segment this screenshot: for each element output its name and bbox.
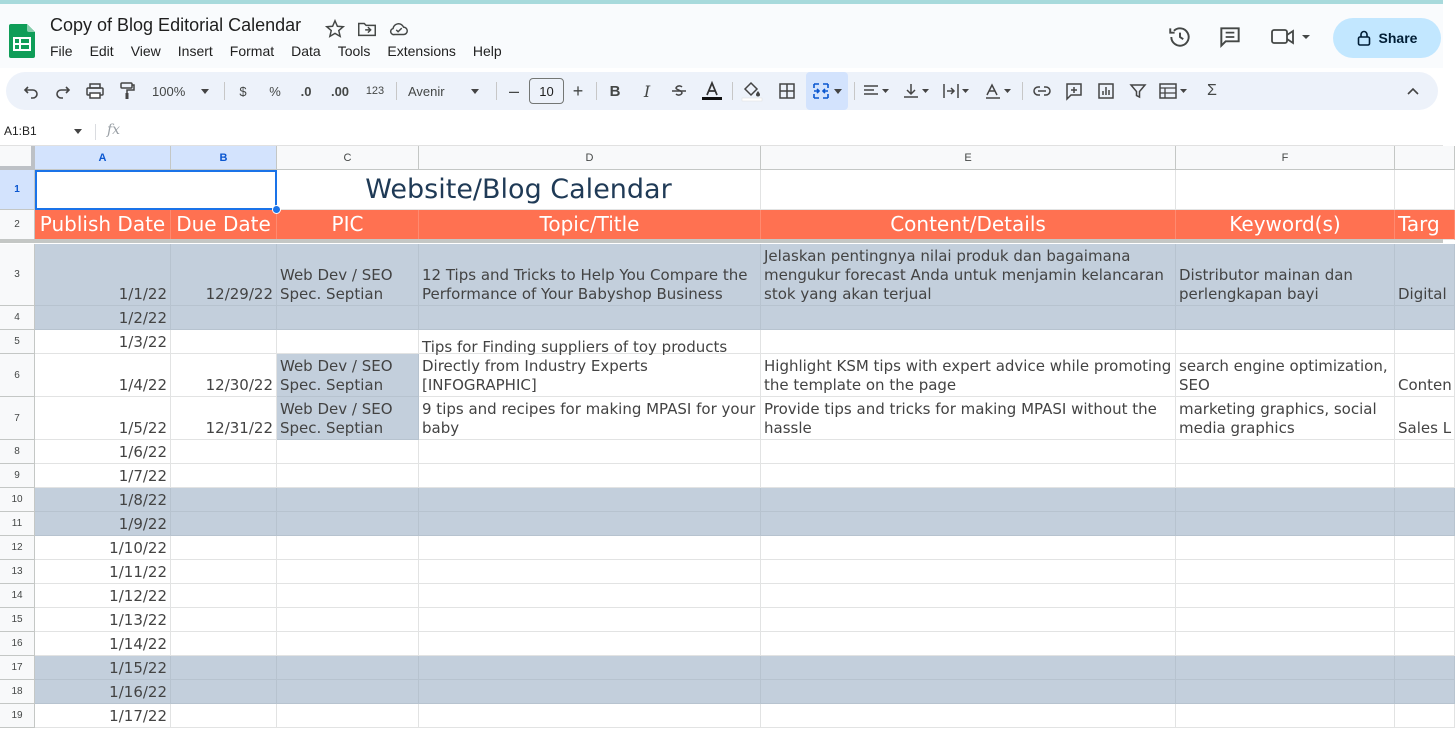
text-wrapping-icon[interactable] <box>940 72 974 110</box>
version-history-icon[interactable] <box>1167 24 1193 50</box>
row-header-15[interactable]: 15 <box>0 608 35 632</box>
strikethrough-icon[interactable] <box>668 72 690 110</box>
sheet-title-cell[interactable]: Website/Blog Calendar <box>277 170 761 210</box>
data-cell-e8[interactable] <box>761 440 1176 464</box>
data-cell-e10[interactable] <box>761 488 1176 512</box>
filter-views-icon[interactable] <box>1156 72 1192 110</box>
increase-decimal-button[interactable]: .00 <box>330 83 350 99</box>
data-cell-d14[interactable] <box>419 584 761 608</box>
move-folder-icon[interactable] <box>356 18 378 40</box>
data-cell-d9[interactable] <box>419 464 761 488</box>
row-header-9[interactable]: 9 <box>0 464 35 488</box>
data-cell-g18[interactable] <box>1395 680 1455 704</box>
data-cell-e16[interactable] <box>761 632 1176 656</box>
cell-row1[interactable] <box>1395 170 1455 210</box>
data-cell-e6[interactable]: Highlight KSM tips with expert advice while promoting the template on the page <box>761 354 1176 397</box>
data-cell-a14[interactable]: 1/12/22 <box>35 584 171 608</box>
insert-comment-icon[interactable] <box>1062 72 1086 110</box>
menu-bar <box>50 43 519 59</box>
zoom-value: 100% <box>152 83 186 99</box>
vertical-align-icon[interactable] <box>900 72 934 110</box>
paint-format-icon[interactable] <box>116 72 138 110</box>
sheets-logo-icon[interactable] <box>9 24 35 58</box>
data-cell-c8[interactable] <box>277 440 419 464</box>
row-header-8[interactable]: 8 <box>0 440 35 464</box>
data-cell-c6[interactable]: Web Dev / SEO Spec. Septian <box>277 354 419 397</box>
font-size-input[interactable]: 10 <box>529 78 564 104</box>
selection-fill-handle[interactable] <box>272 205 281 214</box>
data-cell-d17[interactable] <box>419 656 761 680</box>
data-cell-a16[interactable]: 1/14/22 <box>35 632 171 656</box>
title-bar <box>0 4 1443 68</box>
data-cell-c11[interactable] <box>277 512 419 536</box>
redo-icon[interactable] <box>52 72 74 110</box>
data-cell-b6[interactable]: 12/30/22 <box>171 354 277 397</box>
row-header-13[interactable]: 13 <box>0 560 35 584</box>
data-cell-g12[interactable] <box>1395 536 1455 560</box>
data-cell-g11[interactable] <box>1395 512 1455 536</box>
menu-view[interactable]: View <box>130 43 161 59</box>
data-cell-g9[interactable] <box>1395 464 1455 488</box>
font-value: Avenir <box>408 83 445 99</box>
data-cell-c17[interactable] <box>277 656 419 680</box>
fill-color-icon[interactable] <box>740 72 764 110</box>
data-cell-e18[interactable] <box>761 680 1176 704</box>
data-cell-g13[interactable] <box>1395 560 1455 584</box>
data-cell-d12[interactable] <box>419 536 761 560</box>
percent-button[interactable]: % <box>269 83 281 99</box>
column-header-d[interactable]: D <box>419 146 761 170</box>
data-cell-c4[interactable] <box>277 306 419 330</box>
data-cell-a7[interactable]: 1/5/22 <box>35 397 171 440</box>
data-cell-e14[interactable] <box>761 584 1176 608</box>
row-header-11[interactable]: 11 <box>0 512 35 536</box>
row-header-17[interactable]: 17 <box>0 656 35 680</box>
chevron-down-icon <box>201 89 209 94</box>
row-header-5[interactable]: 5 <box>0 330 35 354</box>
data-cell-f5[interactable] <box>1176 330 1395 354</box>
data-cell-d13[interactable] <box>419 560 761 584</box>
data-cell-g6[interactable]: Conten <box>1395 354 1455 397</box>
data-cell-g3[interactable]: Digital <box>1395 244 1455 306</box>
horizontal-align-icon[interactable] <box>860 72 894 110</box>
data-cell-b3[interactable]: 12/29/22 <box>171 244 277 306</box>
text-rotation-icon[interactable] <box>982 72 1016 110</box>
data-cell-f9[interactable] <box>1176 464 1395 488</box>
borders-icon[interactable] <box>776 72 798 110</box>
data-cell-d16[interactable] <box>419 632 761 656</box>
data-cell-e5[interactable] <box>761 330 1176 354</box>
data-cell-b13[interactable] <box>171 560 277 584</box>
data-cell-f4[interactable] <box>1176 306 1395 330</box>
data-cell-a11[interactable]: 1/9/22 <box>35 512 171 536</box>
data-cell-a8[interactable]: 1/6/22 <box>35 440 171 464</box>
data-cell-d4[interactable] <box>419 306 761 330</box>
collapse-toolbar-icon[interactable] <box>1402 72 1424 110</box>
header-cell-a[interactable]: Publish Date <box>35 210 171 240</box>
header-cell-f[interactable]: Keyword(s) <box>1176 210 1395 240</box>
data-cell-e9[interactable] <box>761 464 1176 488</box>
select-all-corner[interactable] <box>0 146 35 170</box>
row-header-18[interactable]: 18 <box>0 680 35 704</box>
data-cell-b18[interactable] <box>171 680 277 704</box>
data-cell-e17[interactable] <box>761 656 1176 680</box>
insert-chart-icon[interactable] <box>1094 72 1118 110</box>
data-cell-a3[interactable]: 1/1/22 <box>35 244 171 306</box>
data-cell-g8[interactable] <box>1395 440 1455 464</box>
data-cell-f11[interactable] <box>1176 512 1395 536</box>
data-cell-d10[interactable] <box>419 488 761 512</box>
menu-tools[interactable]: Tools <box>337 43 371 59</box>
menu-help[interactable]: Help <box>472 43 502 59</box>
filter-icon[interactable] <box>1126 72 1150 110</box>
data-cell-a6[interactable]: 1/4/22 <box>35 354 171 397</box>
row-header-14[interactable]: 14 <box>0 584 35 608</box>
font-select[interactable] <box>404 72 488 110</box>
data-cell-b11[interactable] <box>171 512 277 536</box>
data-cell-e7[interactable]: Provide tips and tricks for making MPASI without the hassle <box>761 397 1176 440</box>
data-cell-f16[interactable] <box>1176 632 1395 656</box>
chevron-down-icon <box>471 89 479 94</box>
data-cell-a15[interactable]: 1/13/22 <box>35 608 171 632</box>
menu-file[interactable]: File <box>50 43 73 59</box>
data-cell-b5[interactable] <box>171 330 277 354</box>
data-cell-e13[interactable] <box>761 560 1176 584</box>
data-cell-b8[interactable] <box>171 440 277 464</box>
data-cell-d19[interactable] <box>419 704 761 728</box>
data-cell-c14[interactable] <box>277 584 419 608</box>
data-cell-g16[interactable] <box>1395 632 1455 656</box>
data-cell-a18[interactable]: 1/16/22 <box>35 680 171 704</box>
selection-outline <box>35 170 277 210</box>
row-header-19[interactable]: 19 <box>0 704 35 728</box>
name-box[interactable]: A1:B1 <box>4 124 37 138</box>
font-size-decrease-button[interactable]: – <box>508 80 519 101</box>
chevron-down-icon <box>834 89 842 94</box>
data-cell-f14[interactable] <box>1176 584 1395 608</box>
header-cell-g[interactable]: Targ <box>1395 210 1455 240</box>
font-size-increase-button[interactable]: + <box>572 80 584 101</box>
column-header-f[interactable]: F <box>1176 146 1395 170</box>
data-cell-e11[interactable] <box>761 512 1176 536</box>
zoom-select[interactable] <box>146 72 216 110</box>
text-color-icon[interactable] <box>700 72 724 110</box>
row-header-1[interactable]: 1 <box>0 170 35 210</box>
data-cell-b12[interactable] <box>171 536 277 560</box>
undo-icon[interactable] <box>20 72 42 110</box>
data-cell-d7[interactable]: 9 tips and recipes for making MPASI for your baby <box>419 397 761 440</box>
bold-button[interactable]: B <box>609 82 621 100</box>
data-cell-c15[interactable] <box>277 608 419 632</box>
menu-data[interactable]: Data <box>291 43 321 59</box>
data-cell-b16[interactable] <box>171 632 277 656</box>
data-cell-g19[interactable] <box>1395 704 1455 728</box>
menu-edit[interactable]: Edit <box>89 43 114 59</box>
data-cell-f6[interactable]: search engine optimization, SEO <box>1176 354 1395 397</box>
italic-button[interactable]: I <box>643 81 651 101</box>
chevron-down-icon[interactable] <box>74 129 82 134</box>
column-header-a[interactable]: A <box>35 146 171 170</box>
menu-format[interactable]: Format <box>229 43 275 59</box>
data-cell-d15[interactable] <box>419 608 761 632</box>
data-cell-a19[interactable]: 1/17/22 <box>35 704 171 728</box>
header-cell-c[interactable]: PIC <box>277 210 419 240</box>
data-cell-b15[interactable] <box>171 608 277 632</box>
menu-insert[interactable]: Insert <box>177 43 213 59</box>
data-cell-g15[interactable] <box>1395 608 1455 632</box>
insert-link-icon[interactable] <box>1030 72 1054 110</box>
data-cell-g5[interactable] <box>1395 330 1455 354</box>
merge-cells-icon <box>812 82 830 100</box>
data-cell-e12[interactable] <box>761 536 1176 560</box>
row-header-16[interactable]: 16 <box>0 632 35 656</box>
fx-icon: fx <box>107 122 121 138</box>
currency-button[interactable]: $ <box>239 83 247 99</box>
row-header-2[interactable]: 2 <box>0 210 35 240</box>
data-cell-g4[interactable] <box>1395 306 1455 330</box>
column-header-next[interactable] <box>1395 146 1455 170</box>
menu-extensions[interactable]: Extensions <box>387 43 456 59</box>
header-cell-e[interactable]: Content/Details <box>761 210 1176 240</box>
data-cell-d8[interactable] <box>419 440 761 464</box>
data-cell-d6[interactable]: Tips for Finding suppliers of toy products Directly from Industry Experts [INFOGRAPHIC] <box>419 354 761 397</box>
cloud-saved-icon[interactable] <box>388 18 410 40</box>
data-cell-e3[interactable]: Jelaskan pentingnya nilai produk dan bagaimana mengukur forecast Anda untuk menjamin kelancaran stok yang akan terjual <box>761 244 1176 306</box>
data-cell-g7[interactable]: Sales L <box>1395 397 1455 440</box>
data-cell-a12[interactable]: 1/10/22 <box>35 536 171 560</box>
data-cell-a4[interactable]: 1/2/22 <box>35 306 171 330</box>
data-cell-c16[interactable] <box>277 632 419 656</box>
data-cell-a9[interactable]: 1/7/22 <box>35 464 171 488</box>
data-cell-b14[interactable] <box>171 584 277 608</box>
data-cell-c5[interactable] <box>277 330 419 354</box>
share-button[interactable] <box>1333 18 1441 58</box>
row-header-7[interactable]: 7 <box>0 397 35 440</box>
data-cell-g10[interactable] <box>1395 488 1455 512</box>
cell-row1[interactable] <box>761 170 1176 210</box>
data-cell-e15[interactable] <box>761 608 1176 632</box>
row-header-6[interactable]: 6 <box>0 354 35 397</box>
data-cell-d11[interactable] <box>419 512 761 536</box>
lock-icon <box>1357 30 1371 46</box>
data-cell-c10[interactable] <box>277 488 419 512</box>
data-cell-e19[interactable] <box>761 704 1176 728</box>
cell-row1[interactable] <box>1176 170 1395 210</box>
data-cell-c18[interactable] <box>277 680 419 704</box>
frozen-rows-divider[interactable] <box>0 239 1443 243</box>
functions-button[interactable]: Σ <box>1207 82 1217 99</box>
data-cell-c19[interactable] <box>277 704 419 728</box>
data-cell-f8[interactable] <box>1176 440 1395 464</box>
meet-video-icon[interactable] <box>1269 24 1313 50</box>
data-cell-b17[interactable] <box>171 656 277 680</box>
data-cell-g14[interactable] <box>1395 584 1455 608</box>
data-cell-c7[interactable]: Web Dev / SEO Spec. Septian <box>277 397 419 440</box>
column-header-c[interactable]: C <box>277 146 419 170</box>
star-icon[interactable] <box>324 18 346 40</box>
data-cell-f13[interactable] <box>1176 560 1395 584</box>
header-cell-b[interactable]: Due Date <box>171 210 277 240</box>
toolbar <box>6 72 1438 110</box>
data-cell-f15[interactable] <box>1176 608 1395 632</box>
data-cell-d3[interactable]: 12 Tips and Tricks to Help You Compare the Performance of Your Babyshop Business <box>419 244 761 306</box>
data-cell-b19[interactable] <box>171 704 277 728</box>
row-header-3[interactable]: 3 <box>0 244 35 306</box>
data-cell-d18[interactable] <box>419 680 761 704</box>
merge-cells-button[interactable] <box>806 72 848 110</box>
print-icon[interactable] <box>84 72 106 110</box>
data-cell-f17[interactable] <box>1176 656 1395 680</box>
column-header-b[interactable]: B <box>171 146 277 170</box>
document-title[interactable]: Copy of Blog Editorial Calendar <box>50 15 302 35</box>
data-cell-f3[interactable]: Distributor mainan dan perlengkapan bayi <box>1176 244 1395 306</box>
data-cell-c3[interactable]: Web Dev / SEO Spec. Septian <box>277 244 419 306</box>
header-cell-d[interactable]: Topic/Title <box>419 210 761 240</box>
data-cell-a5[interactable]: 1/3/22 <box>35 330 171 354</box>
row-header-4[interactable]: 4 <box>0 306 35 330</box>
decrease-decimal-button[interactable]: .0 <box>300 83 312 99</box>
data-cell-c13[interactable] <box>277 560 419 584</box>
data-cell-f7[interactable]: marketing graphics, social media graphics <box>1176 397 1395 440</box>
data-cell-f12[interactable] <box>1176 536 1395 560</box>
row-header-10[interactable]: 10 <box>0 488 35 512</box>
data-cell-b10[interactable] <box>171 488 277 512</box>
data-cell-a10[interactable]: 1/8/22 <box>35 488 171 512</box>
data-cell-b4[interactable] <box>171 306 277 330</box>
comments-icon[interactable] <box>1217 24 1243 50</box>
data-cell-b7[interactable]: 12/31/22 <box>171 397 277 440</box>
data-cell-f10[interactable] <box>1176 488 1395 512</box>
spreadsheet-grid[interactable] <box>0 146 1452 730</box>
data-cell-b9[interactable] <box>171 464 277 488</box>
data-cell-f18[interactable] <box>1176 680 1395 704</box>
data-cell-a13[interactable]: 1/11/22 <box>35 560 171 584</box>
data-cell-c12[interactable] <box>277 536 419 560</box>
data-cell-e4[interactable] <box>761 306 1176 330</box>
data-cell-c9[interactable] <box>277 464 419 488</box>
column-header-e[interactable]: E <box>761 146 1176 170</box>
formula-bar <box>0 118 1443 146</box>
data-cell-a17[interactable]: 1/15/22 <box>35 656 171 680</box>
share-label: Share <box>1378 30 1418 46</box>
data-cell-g17[interactable] <box>1395 656 1455 680</box>
row-header-12[interactable]: 12 <box>0 536 35 560</box>
number-format-button[interactable]: 123 <box>365 85 385 97</box>
data-cell-f19[interactable] <box>1176 704 1395 728</box>
